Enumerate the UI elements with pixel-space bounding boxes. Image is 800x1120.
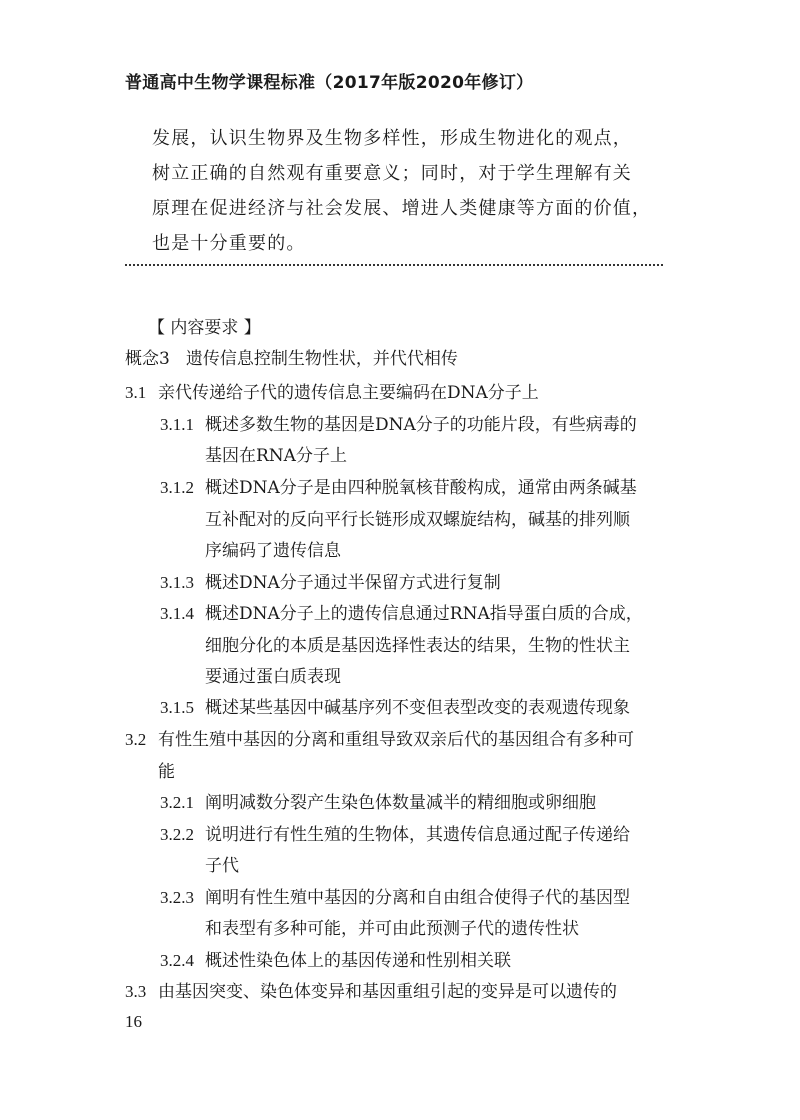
list-item-3-3 bbox=[125, 977, 617, 1007]
item-continuation: 细胞分化的本质是基因选择性表达的结果，生物的性状主 bbox=[205, 636, 630, 656]
item-number: 3.1 bbox=[125, 383, 147, 402]
list-item-3-1 bbox=[125, 378, 539, 408]
item-text: 概述某些基因中碱基序列不变但表型改变的表观遗传现象 bbox=[205, 698, 630, 718]
intro-line: 原理在促进经济与社会发展、增进人类健康等方面的价值， bbox=[152, 198, 652, 219]
item-text: 亲代传递给子代的遗传信息主要编码在DNA分子上 bbox=[158, 383, 539, 403]
item-text: 有性生殖中基因的分离和重组导致双亲后代的基因组合有多种可 bbox=[158, 730, 634, 750]
item-continuation: 互补配对的反向平行长链形成双螺旋结构，碱基的排列顺 bbox=[205, 510, 630, 530]
intro-line: 发展，认识生物界及生物多样性，形成生物进化的观点， bbox=[152, 128, 632, 149]
intro-line: 也是十分重要的。 bbox=[152, 233, 306, 254]
item-text: 概述DNA分子是由四种脱氧核苷酸构成，通常由两条碱基 bbox=[205, 478, 637, 498]
item-text: 概述DNA分子上的遗传信息通过RNA指导蛋白质的合成， bbox=[205, 604, 643, 624]
item-number: 3.2.3 bbox=[160, 888, 194, 907]
item-number: 3.1.2 bbox=[160, 478, 194, 497]
dotted-divider bbox=[125, 264, 663, 266]
item-number: 3.1.1 bbox=[160, 415, 194, 434]
list-item-3-2-1 bbox=[160, 788, 596, 818]
list-item-3-2-4 bbox=[160, 946, 511, 976]
list-item-3-1-2 bbox=[160, 473, 637, 503]
concept-heading bbox=[125, 344, 458, 374]
list-item-3-1-4 bbox=[160, 599, 643, 629]
item-number: 3.1.5 bbox=[160, 698, 194, 717]
item-continuation: 子代 bbox=[205, 856, 239, 876]
item-continuation: 要通过蛋白质表现 bbox=[205, 667, 341, 687]
intro-paragraph bbox=[152, 121, 672, 261]
section-label: 【 内容要求 】 bbox=[148, 318, 261, 338]
item-number: 3.2.2 bbox=[160, 825, 194, 844]
item-text: 概述性染色体上的基因传递和性别相关联 bbox=[205, 951, 511, 971]
list-item-3-1-3 bbox=[160, 568, 501, 598]
intro-line: 树立正确的自然观有重要意义；同时，对于学生理解有关 bbox=[152, 163, 632, 184]
concept-number: 概念3 bbox=[125, 349, 170, 369]
page-header-title: 普通高中生物学课程标准（2017年版2020年修订） bbox=[125, 73, 534, 93]
item-text: 阐明有性生殖中基因的分离和自由组合使得子代的基因型 bbox=[205, 888, 630, 908]
item-text: 概述多数生物的基因是DNA分子的功能片段，有些病毒的 bbox=[205, 415, 637, 435]
list-item-3-1-1 bbox=[160, 410, 637, 440]
item-text: 说明进行有性生殖的生物体，其遗传信息通过配子传递给 bbox=[205, 825, 630, 845]
item-continuation: 序编码了遗传信息 bbox=[205, 541, 341, 561]
list-item-3-2-2 bbox=[160, 820, 630, 850]
item-text: 阐明减数分裂产生染色体数量减半的精细胞或卵细胞 bbox=[205, 793, 596, 813]
item-number: 3.2 bbox=[125, 730, 147, 749]
item-number: 3.1.3 bbox=[160, 573, 194, 592]
item-number: 3.2.4 bbox=[160, 951, 194, 970]
item-number: 3.1.4 bbox=[160, 604, 194, 623]
list-item-3-2-3 bbox=[160, 883, 630, 913]
item-continuation: 和表型有多种可能，并可由此预测子代的遗传性状 bbox=[205, 919, 579, 939]
item-continuation: 能 bbox=[158, 762, 175, 782]
item-number: 3.3 bbox=[125, 982, 147, 1001]
item-continuation: 基因在RNA分子上 bbox=[205, 446, 347, 466]
concept-text: 遗传信息控制生物性状，并代代相传 bbox=[185, 349, 458, 369]
item-text: 由基因突变、染色体变异和基因重组引起的变异是可以遗传的 bbox=[158, 982, 617, 1002]
list-item-3-1-5 bbox=[160, 693, 630, 723]
item-number: 3.2.1 bbox=[160, 793, 194, 812]
item-text: 概述DNA分子通过半保留方式进行复制 bbox=[205, 573, 501, 593]
page-number: 16 bbox=[125, 1012, 142, 1031]
list-item-3-2 bbox=[125, 725, 634, 755]
